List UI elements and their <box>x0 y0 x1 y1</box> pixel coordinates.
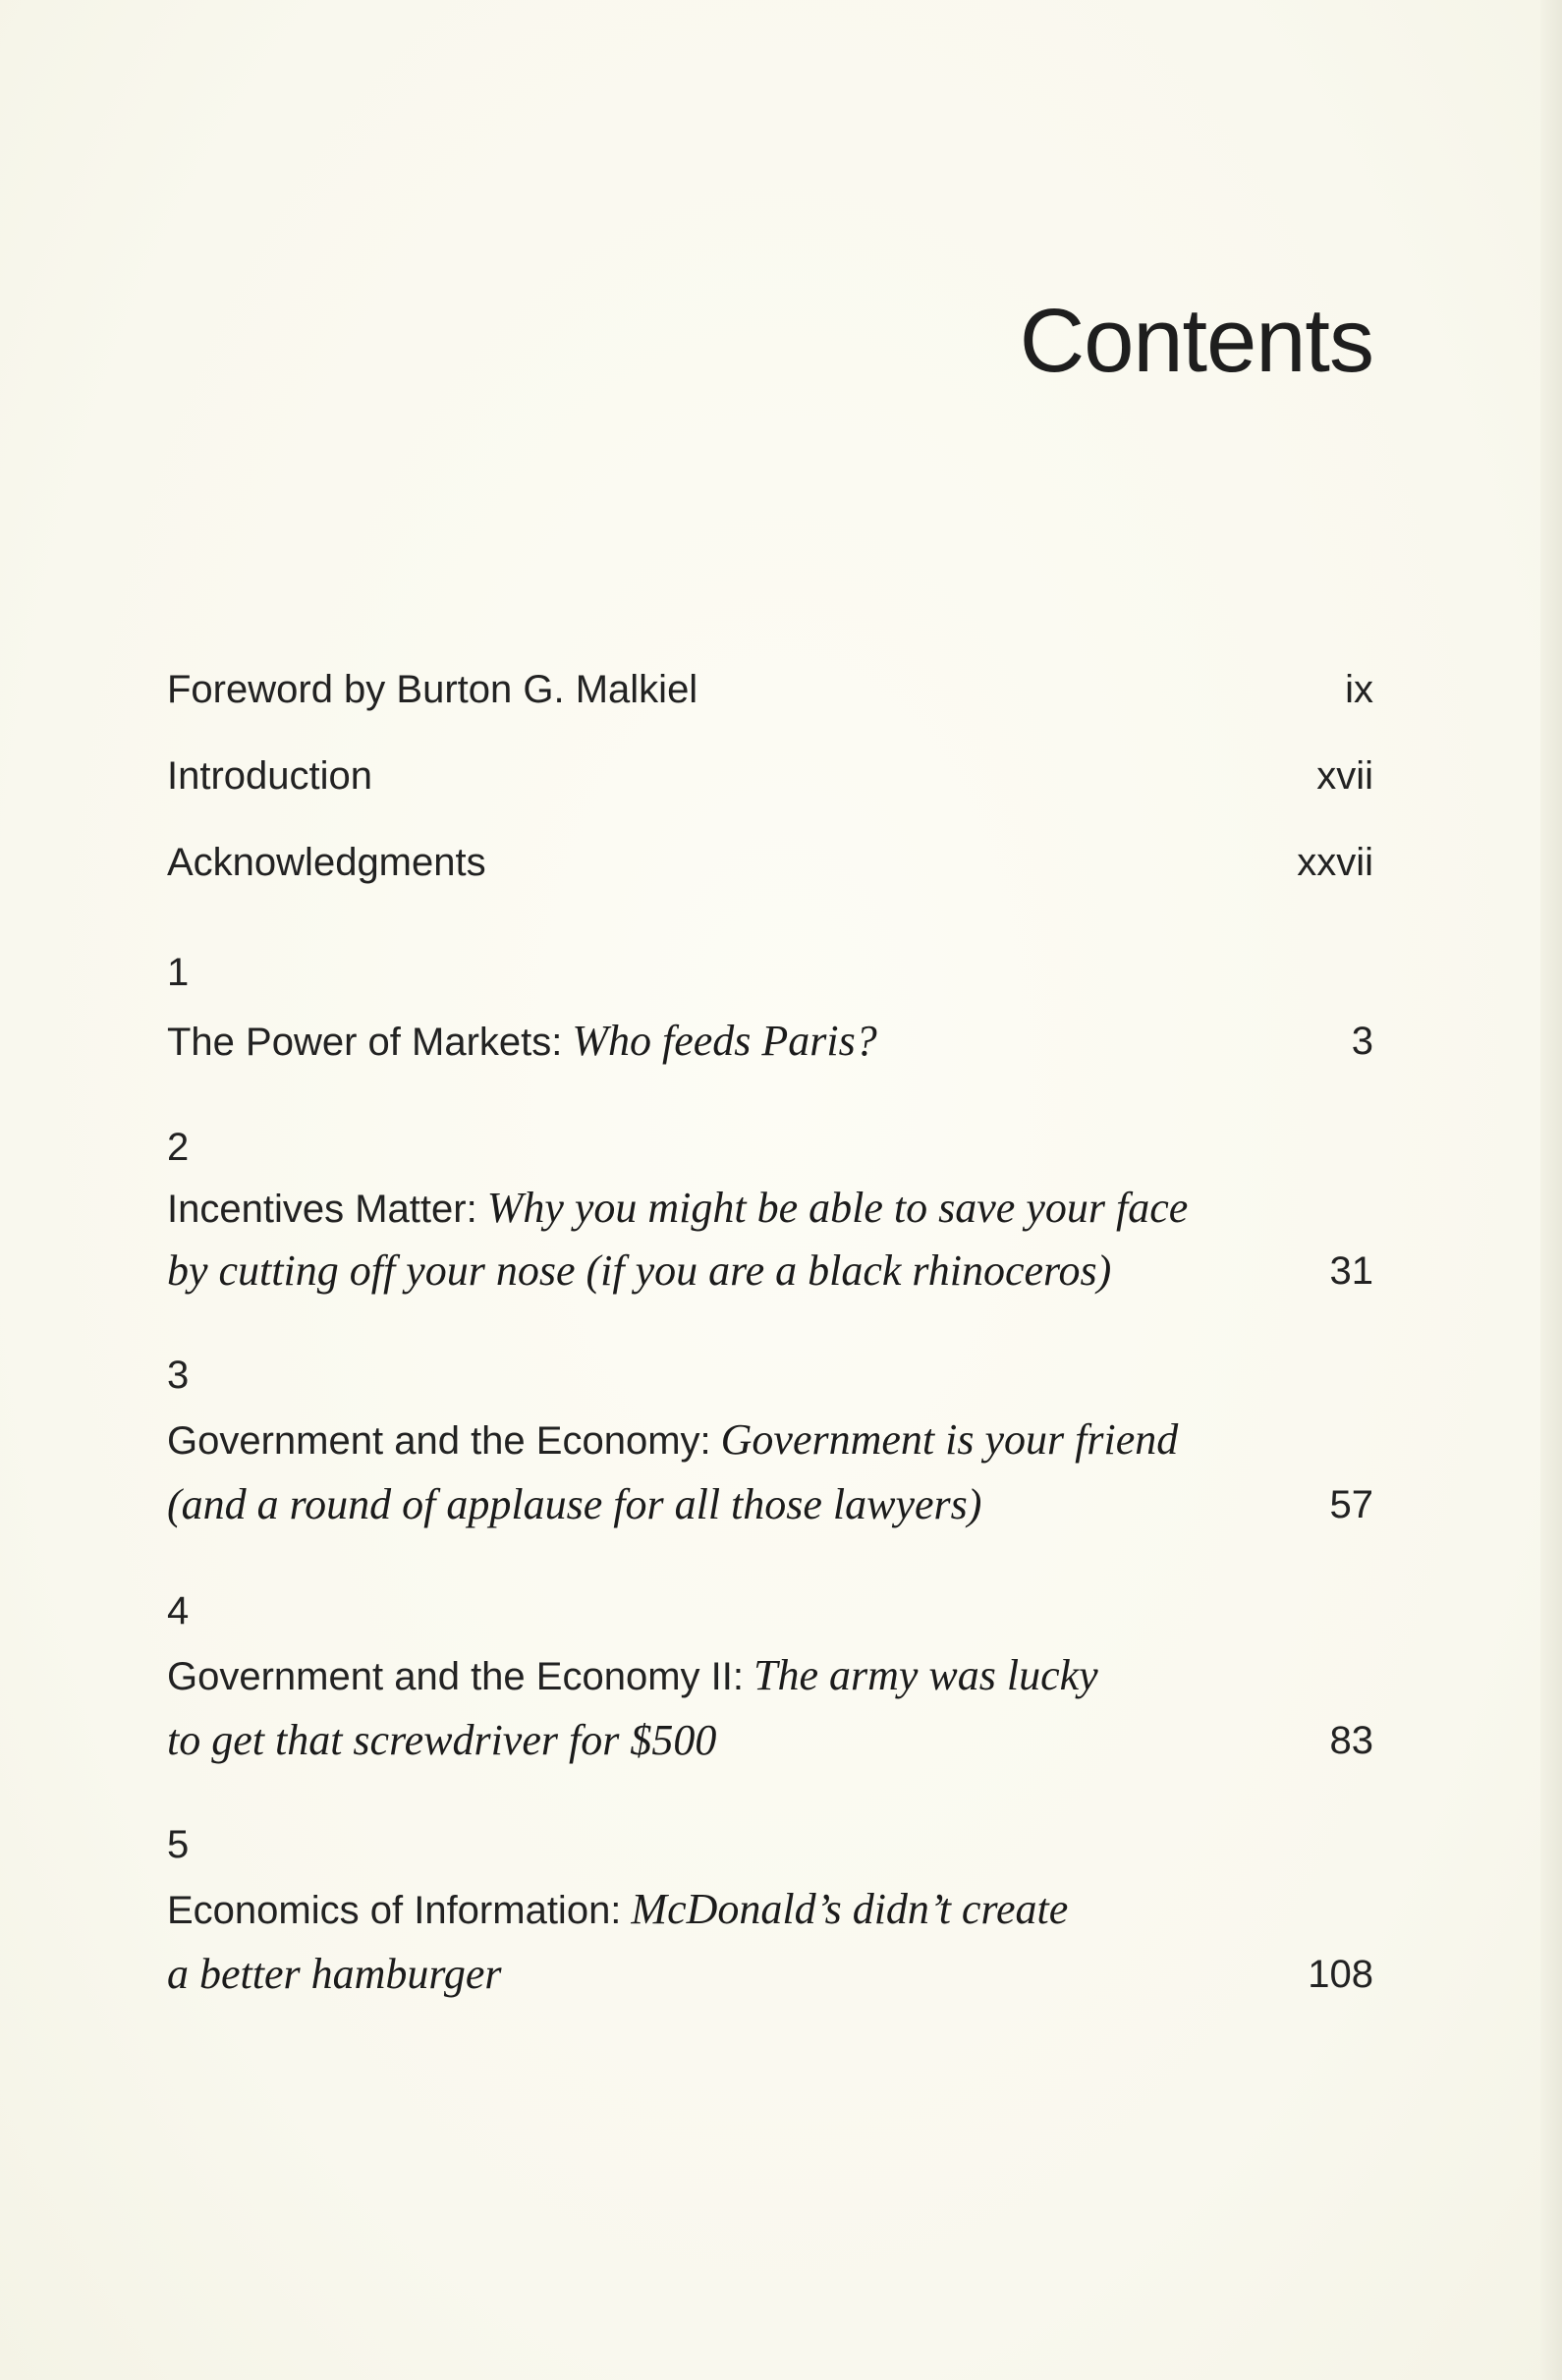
toc-page-number: ix <box>1345 668 1373 711</box>
chapter-number: 2 <box>167 1126 190 1169</box>
chapter-title-line <box>167 1179 1188 1239</box>
chapter-subtitle: McDonald’s didn’t create <box>631 1885 1069 1933</box>
toc-page-number: 31 <box>1329 1249 1373 1293</box>
chapter-number: 5 <box>167 1823 190 1866</box>
chapter-heading: Incentives Matter: <box>167 1188 477 1231</box>
toc-page-number: xxvii <box>1297 841 1373 884</box>
toc-entry-label: Introduction <box>167 754 373 798</box>
chapter-number: 1 <box>167 951 190 994</box>
toc-page-number: 3 <box>1351 1020 1373 1063</box>
chapter-subtitle: Why you might be able to save your face <box>486 1184 1189 1232</box>
toc-page-number: 83 <box>1329 1719 1373 1762</box>
chapter-title-line <box>167 1411 1178 1470</box>
chapter-title-line <box>167 1012 877 1072</box>
chapter-subtitle-cont: to get that screwdriver for $500 <box>167 1716 717 1764</box>
toc-entry-label: Acknowledgments <box>167 841 486 884</box>
table-of-contents <box>167 0 1373 2380</box>
chapter-subtitle-cont: (and a round of applause for all those lawyers) <box>167 1480 982 1528</box>
toc-page-number: xvii <box>1316 754 1373 798</box>
chapter-heading: Government and the Economy II: <box>167 1655 744 1698</box>
chapter-subtitle-cont: by cutting off your nose (if you are a black rhinoceros) <box>167 1246 1112 1295</box>
toc-page-number: 108 <box>1308 1953 1373 1996</box>
chapter-subtitle: The army was lucky <box>753 1651 1098 1699</box>
toc-entry-label: Foreword by Burton G. Malkiel <box>167 668 698 711</box>
page-title: Contents <box>1019 291 1373 391</box>
chapter-title-line <box>167 1646 1098 1706</box>
toc-page-number: 57 <box>1329 1483 1373 1526</box>
chapter-number: 4 <box>167 1589 190 1633</box>
chapter-number: 3 <box>167 1354 190 1397</box>
chapter-subtitle-cont: a better hamburger <box>167 1950 502 1998</box>
chapter-heading: The Power of Markets: <box>167 1021 563 1064</box>
chapter-heading: Government and the Economy: <box>167 1419 711 1463</box>
chapter-subtitle: Who feeds Paris? <box>572 1017 877 1065</box>
chapter-title-line <box>167 1880 1068 1940</box>
chapter-subtitle: Government is your friend <box>720 1415 1179 1464</box>
page-gutter-shadow <box>1540 0 1562 2380</box>
chapter-heading: Economics of Information: <box>167 1889 622 1932</box>
